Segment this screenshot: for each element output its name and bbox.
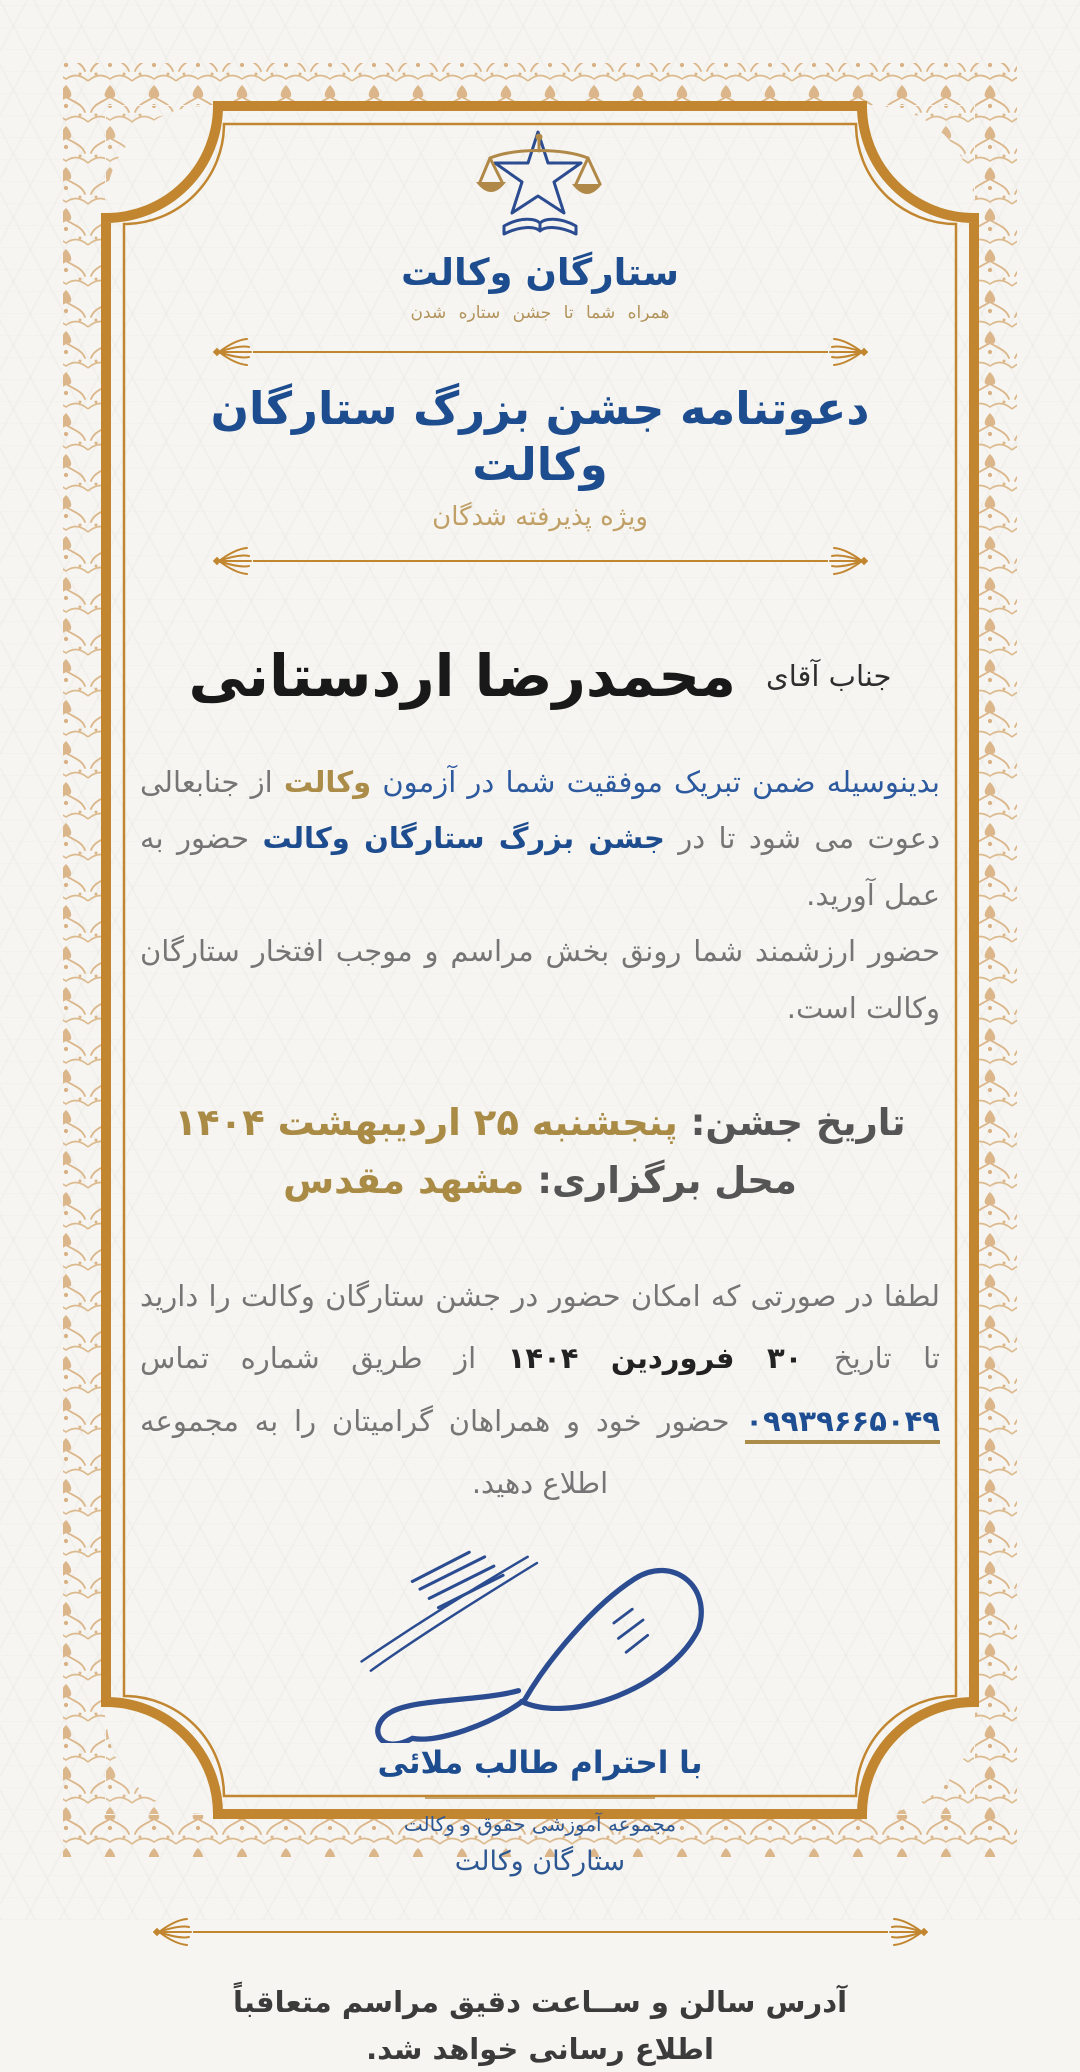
- scales-star-logo-icon: [455, 122, 625, 247]
- invitation-content: [140, 116, 941, 2066]
- event-name-highlight: جشن بزرگ ستارگان وکالت: [262, 821, 665, 856]
- invitation-title: دعوتنامه جشن بزرگ ستارگان وکالت: [210, 382, 870, 492]
- footer-note-line2: اطلاع رسانی خواهد شد.: [366, 2031, 714, 2066]
- handwritten-signature-icon: [325, 1543, 755, 1743]
- rsvp-text: حضور خود و همراهان گرامیتان را به مجموعه اطلاع دهید.: [140, 1403, 746, 1500]
- event-venue-label: محل برگزاری:: [537, 1158, 797, 1202]
- audience-subtitle: ویژه پذیرفته شدگان: [432, 501, 648, 532]
- event-venue-value: مشهد مقدس: [283, 1158, 525, 1202]
- palmette-ornament-icon: [213, 337, 253, 367]
- recipient-row: [140, 642, 940, 710]
- org-name: ستارگان وکالت: [454, 1846, 626, 1878]
- brand-tagline: همراه شما تا جشن ستاره شدن: [410, 303, 670, 323]
- invitation-text: حضور به عمل آورید.: [140, 821, 940, 912]
- event-date-row: [140, 1094, 940, 1151]
- contact-phone-number[interactable]: ۰۹۹۳۹۶۶۵۰۴۹: [745, 1404, 940, 1444]
- signoff-divider-line: [425, 1797, 655, 1799]
- palmette-ornament-icon: [888, 1917, 928, 1947]
- palmette-ornament-icon: [213, 546, 253, 576]
- ornamental-divider: [213, 337, 868, 367]
- ornamental-divider: [153, 1917, 928, 1947]
- event-venue-row: [140, 1152, 940, 1209]
- invitation-paragraph: [140, 754, 940, 924]
- event-date-value: پنجشنبه ۲۵ اردیبهشت ۱۴۰۴: [174, 1101, 678, 1145]
- event-details: [140, 1094, 940, 1209]
- footer-note-line1: آدرس سالن و ســاعت دقیق مراسم متعاقباً: [232, 1985, 848, 2020]
- divider-line: [253, 351, 828, 353]
- palmette-ornament-icon: [153, 1917, 193, 1947]
- invitation-text: از جنابعالی دعوت می شود تا در: [140, 764, 940, 856]
- palmette-ornament-icon: [828, 337, 868, 367]
- event-date-label: تاریخ جشن:: [690, 1101, 906, 1145]
- signoff-respect: با احترام طالب ملائی: [377, 1745, 703, 1782]
- recipient-name: محمدرضا اردستانی: [188, 641, 736, 710]
- invitation-paragraph-2: حضور ارزشمند شما رونق بخش مراسم و موجب افتخار ستارگان وکالت است.: [140, 934, 940, 1025]
- rsvp-text: لطفا در صورتی که امکان حضور در جشن ستارگان وکالت را دارید تا تاریخ: [140, 1278, 941, 1376]
- ornamental-divider: [213, 546, 868, 576]
- rsvp-deadline: ۳۰ فروردین ۱۴۰۴: [507, 1341, 803, 1376]
- palmette-ornament-icon: [828, 546, 868, 576]
- footer-note: [140, 1979, 940, 2072]
- rsvp-paragraph: [140, 1265, 940, 1514]
- exam-name-highlight: وکالت: [283, 764, 372, 799]
- org-description: مجموعه آموزشی حقوق و وکالت: [403, 1812, 677, 1837]
- recipient-salutation: جناب آقای: [766, 658, 892, 693]
- divider-line: [193, 1931, 888, 1933]
- divider-line: [253, 560, 828, 562]
- rsvp-text: از طریق شماره تماس: [140, 1341, 508, 1376]
- invitation-text: بدینوسیله ضمن تبریک موفقیت شما در آزمون: [371, 764, 940, 799]
- brand-name: ستارگان وکالت: [400, 251, 680, 294]
